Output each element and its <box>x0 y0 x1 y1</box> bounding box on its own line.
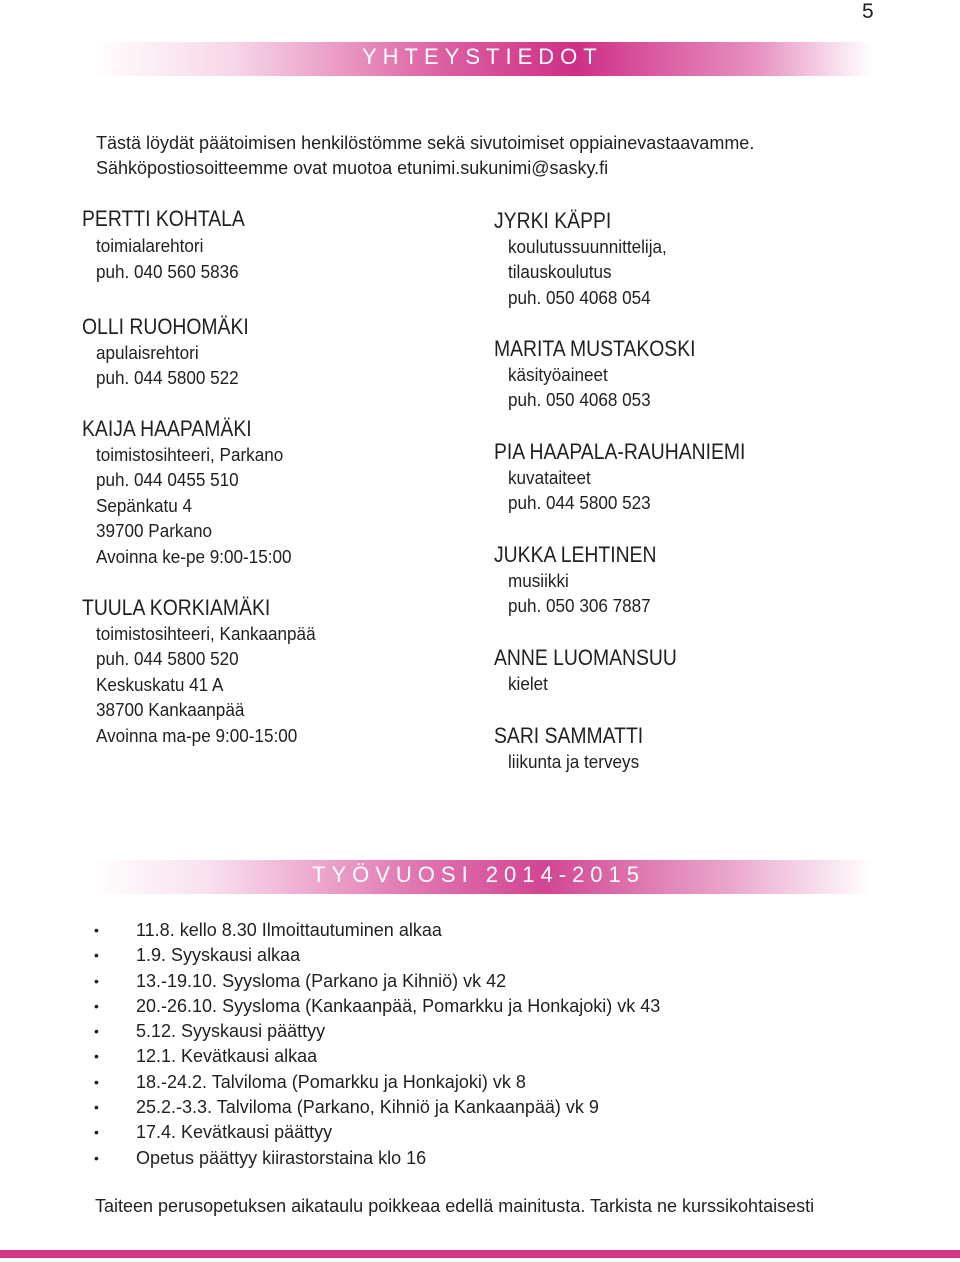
contact-phone: puh. 050 4068 054 <box>508 288 651 308</box>
bottom-accent-line <box>0 1250 960 1258</box>
contact-phone: puh. 044 5800 522 <box>96 368 239 388</box>
contact-role: musiikki <box>508 571 569 591</box>
bullet: • <box>94 972 99 989</box>
contact-role: toimialarehtori <box>96 236 204 256</box>
contact-phone: puh. 044 0455 510 <box>96 470 239 490</box>
schedule-item-text: 13.-19.10. Syysloma (Parkano ja Kihniö) vk 42 <box>136 970 507 991</box>
intro-line-2: Sähköpostiosoitteemme ovat muotoa etunimi.sukunimi@sasky.fi <box>96 158 609 178</box>
schedule-item-text: 20.-26.10. Syysloma (Kankaanpää, Pomarkku ja Honkajoki) vk 43 <box>136 995 661 1016</box>
page-number: 5 <box>862 0 874 23</box>
bullet: • <box>94 997 99 1014</box>
intro-text <box>96 131 754 181</box>
schedule-item-text: Opetus päättyy kiirastorstaina klo 16 <box>136 1147 427 1168</box>
bullet: • <box>94 1023 99 1040</box>
contact-role: käsityöaineet <box>508 365 608 385</box>
bullet: • <box>94 1124 99 1141</box>
schedule-item-text: 17.4. Kevätkausi päättyy <box>136 1122 333 1143</box>
bullet: • <box>94 1099 99 1116</box>
contact-phone: puh. 050 306 7887 <box>508 596 651 616</box>
contact-name: SARI SAMMATTI <box>494 723 644 748</box>
contact-name: KAIJA HAAPAMÄKI <box>82 416 252 441</box>
intro-line-1: Tästä löydät päätoimisen henkilöstömme sekä sivutoimiset oppiainevastaavamme. <box>96 133 755 153</box>
bullet: • <box>94 922 99 938</box>
contact-role: koulutussuunnittelija, <box>508 237 667 257</box>
schedule-item-text: 18.-24.2. Talviloma (Pomarkku ja Honkajoki) vk 8 <box>136 1071 526 1092</box>
contact-phone: puh. 044 5800 523 <box>508 493 651 513</box>
contact-name: OLLI RUOHOMÄKI <box>82 314 249 339</box>
contact-name: PIA HAAPALA-RAUHANIEMI <box>494 439 746 464</box>
contact-name: TUULA KORKIAMÄKI <box>82 595 271 620</box>
contacts-heading: YHTEYSTIEDOT <box>362 44 603 69</box>
bullet: • <box>94 1048 99 1065</box>
contact-role: toimistosihteeri, Parkano <box>96 445 284 465</box>
contact-name: JYRKI KÄPPI <box>494 208 612 233</box>
contact-postal: 39700 Parkano <box>96 521 213 541</box>
schedule-item-text: 25.2.-3.3. Talviloma (Parkano, Kihniö ja Kankaanpää) vk 9 <box>136 1097 599 1118</box>
bullet: • <box>94 947 99 964</box>
contacts-banner <box>92 42 872 76</box>
contact-role: kuvataiteet <box>508 468 591 488</box>
contact-street: Keskuskatu 41 A <box>96 675 224 695</box>
contact-name: ANNE LUOMANSUU <box>494 645 677 670</box>
contact-role: toimistosihteeri, Kankaanpää <box>96 624 316 644</box>
contact-phone: puh. 040 560 5836 <box>96 262 239 282</box>
contact-role: liikunta ja terveys <box>508 752 640 772</box>
contact-role: kielet <box>508 674 548 694</box>
footer-note: Taiteen perusopetuksen aikataulu poikkeaa edellä mainitusta. Tarkista ne kurssikohtaisesti <box>95 1196 815 1216</box>
bullet: • <box>94 1149 99 1166</box>
contact-postal: 38700 Kankaanpää <box>96 700 245 720</box>
schedule-banner <box>92 860 872 894</box>
schedule-item-text: 5.12. Syyskausi päättyy <box>136 1021 326 1042</box>
contact-street: Sepänkatu 4 <box>96 496 193 516</box>
schedule-item-text: 1.9. Syyskausi alkaa <box>136 945 301 966</box>
schedule-item-text: 11.8. kello 8.30 Ilmoittautuminen alkaa <box>136 920 442 940</box>
contact-role: apulaisrehtori <box>96 343 199 363</box>
contact-name: MARITA MUSTAKOSKI <box>494 336 696 361</box>
contact-phone: puh. 044 5800 520 <box>96 649 239 669</box>
schedule-item-text: 12.1. Kevätkausi alkaa <box>136 1046 318 1067</box>
contact-role-2: tilauskoulutus <box>508 262 612 282</box>
contact-name: JUKKA LEHTINEN <box>494 542 657 567</box>
contact-phone: puh. 050 4068 053 <box>508 390 651 410</box>
schedule-heading: TYÖVUOSI 2014-2015 <box>312 862 646 887</box>
contact-name: PERTTI KOHTALA <box>82 206 245 231</box>
contact-hours: Avoinna ma-pe 9:00-15:00 <box>96 726 298 746</box>
bullet: • <box>94 1073 99 1090</box>
contact-hours: Avoinna ke-pe 9:00-15:00 <box>96 547 292 567</box>
